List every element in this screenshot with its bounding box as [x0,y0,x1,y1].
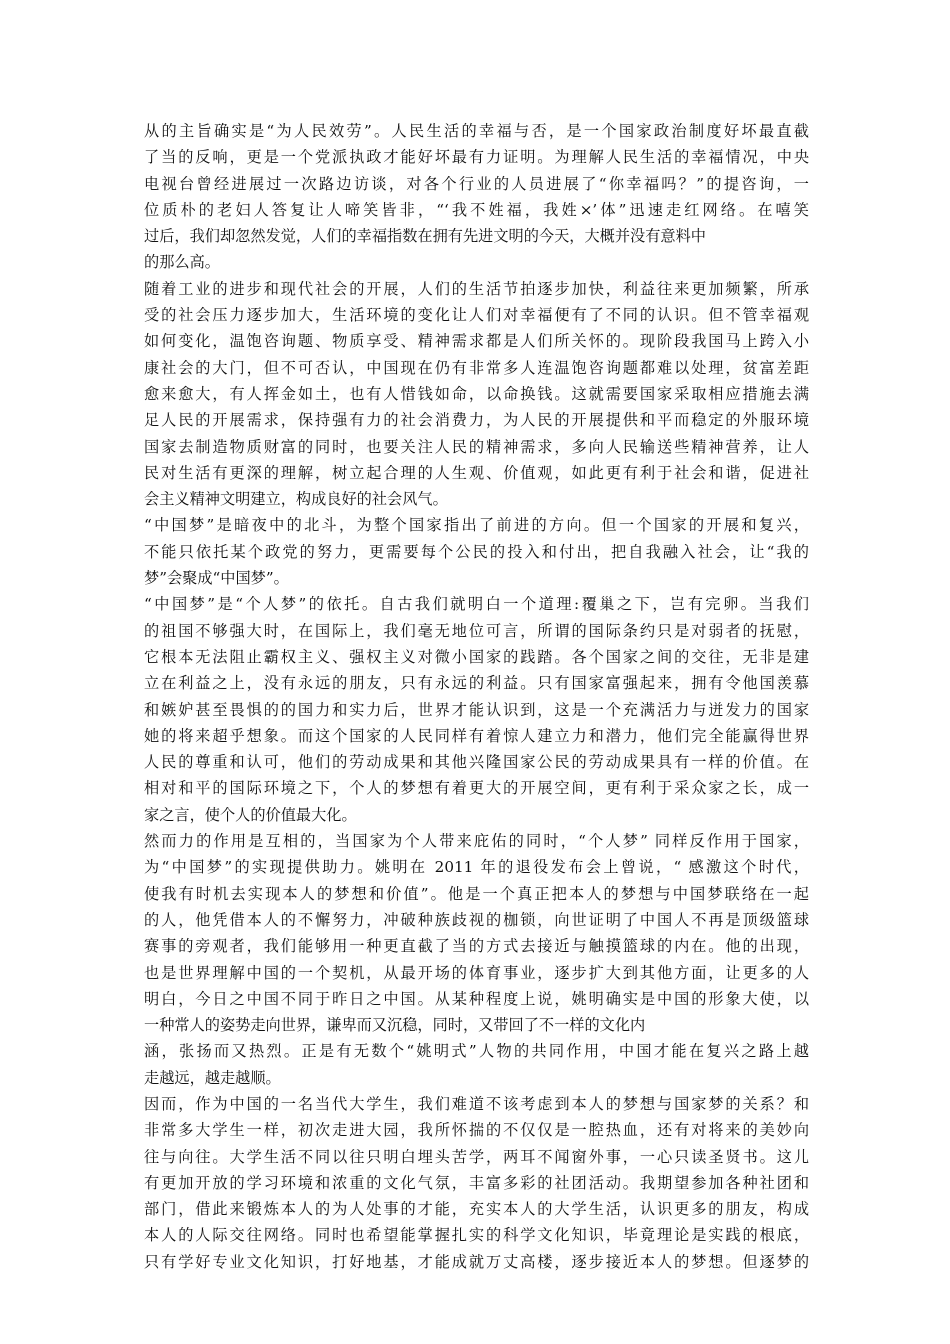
text-line: 家之言，使个人的价值最大化。 [144,805,357,824]
text-line: 梦”会聚成“中国梦”。 [144,569,289,588]
text-line: 涵，张扬而又热烈。正是有无数个“姚明式”人物的共同作用，中国才能在复兴之路上越 [144,1042,809,1061]
text-line: 的祖国不够强大时，在国际上，我们毫无地位可言，所谓的国际条约只是对弱者的抚慰， [144,621,809,640]
text-line: 往与向往。大学生活不同以往只明白埋头苦学，两耳不闻窗外事，一心只读圣贤书。这儿 [144,1147,809,1166]
text-line: 不能只依托某个政党的努力，更需要每个公民的投入和付出，把自我融入社会，让“我的 [144,542,809,561]
text-line: 也是世界理解中国的一个契机，从最开场的体育事业，逐步扩大到其他方面，让更多的人 [144,963,809,982]
text-line: 一种常人的姿势走向世界，谦卑而又沉稳，同时，又带回了不一样的文化内 [144,1016,646,1035]
text-line: 她的将来超乎想象。而这个国家的人民同样有着惊人建立力和潜力，他们完全能赢得世界 [144,726,809,745]
text-line: 只有学好专业文化知识，打好地基，才能成就万丈高楼，逐步接近本人的梦想。但逐梦的 [144,1252,809,1271]
text-line: 的那么高。 [144,253,220,272]
text-line: 如何变化，温饱咨询题、物质享受、精神需求都是人们所关怀的。现阶段我国马上跨入小 [144,332,809,351]
text-line: 康社会的大门，但不可否认，中国现在仍有非常多人连温饱咨询题都难以处理，贫富差距 [144,358,809,377]
text-line: 和嫉妒甚至畏惧的的国力和实力后，世界才能认识到，这是一个充满活力与迸发力的国家 [144,700,809,719]
text-line: 的人，他凭借本人的不懈努力，冲破种族歧视的枷锁，向世证明了中国人不再是顶级篮球 [144,910,809,929]
text-line: 了当的反响，更是一个党派执政才能好坏最有力证明。为理解人民生活的幸福情况，中央 [144,148,809,167]
text-line: 部门，借此来锻炼本人的为人处事的才能，充实本人的大学生活，认识更多的朋友，构成 [144,1200,809,1219]
text-line: 位质朴的老妇人答复让人啼笑皆非，“‘我不姓福，我姓×’体”迅速走红网络。在嘻笑 [144,200,809,219]
text-line: 随着工业的进步和现代社会的开展，人们的生活节拍逐步加快，利益往来更加频繁，所承 [144,279,809,298]
text-line: 立在利益之上，没有永远的朋友，只有永远的利益。只有国家富强起来，拥有令他国羡慕 [144,674,809,693]
text-line: 然而力的作用是互相的，当国家为个人带来庇佑的同时，“个人梦” 同样反作用于国家， [144,832,809,851]
text-line: 走越远，越走越顺。 [144,1068,281,1087]
text-line: 会主义精神文明建立，构成良好的社会风气。 [144,490,448,509]
text-line: 使我有时机去实现本人的梦想和价值”。他是一个真正把本人的梦想与中国梦联络在一起 [144,884,809,903]
text-line: 过后，我们却忽然发觉，人们的幸福指数在拥有先进文明的今天，大概并没有意料中 [144,227,706,246]
text-line: 国家去制造物质财富的同时，也要关注人民的精神需求，多向人民输送些精神营养，让人 [144,437,809,456]
text-line: 明白，今日之中国不同于昨日之中国。从某种程度上说，姚明确实是中国的形象大使，以 [144,989,809,1008]
text-line: 有更加开放的学习环境和浓重的文化气氛，丰富多彩的社团活动。我期望参加各种社团和 [144,1173,809,1192]
text-line: 电视台曾经进展过一次路边访谈，对各个行业的人员进展了“你幸福吗？”的提咨询，一 [144,174,809,193]
text-line: 民对生活有更深的理解，树立起合理的人生观、价值观，如此更有利于社会和谐，促进社 [144,463,809,482]
text-line: “中国梦”是“个人梦”的依托。自古我们就明白一个道理:覆巢之下，岂有完卵。当我们 [144,595,809,614]
text-line: 相对和平的国际环境之下，个人的梦想有着更大的开展空间，更有利于采众家之长，成一 [144,779,809,798]
text-line: 愈来愈大，有人挥金如土，也有人惜钱如命，以命换钱。这就需要国家采取相应措施去满 [144,384,809,403]
text-line: “中国梦”是暗夜中的北斗，为整个国家指出了前进的方向。但一个国家的开展和复兴， [144,516,809,535]
text-line: 非常多大学生一样，初次走进大园，我所怀揣的不仅仅是一腔热血，还有对将来的美妙向 [144,1121,809,1140]
text-line: 它根本无法阻止霸权主义、强权主义对微小国家的践踏。各个国家之间的交往，无非是建 [144,647,809,666]
text-line: 赛事的旁观者，我们能够用一种更直截了当的方式去接近与触摸篮球的内在。他的出现， [144,937,809,956]
document-body [144,118,809,1275]
text-line: 从的主旨确实是“为人民效劳”。人民生活的幸福与否，是一个国家政治制度好坏最直截 [144,122,809,140]
text-line: 人民的尊重和认可，他们的劳动成果和其他兴隆国家公民的劳动成果具有一样的价值。在 [144,753,809,772]
text-line: 足人民的开展需求，保持强有力的社会消费力，为人民的开展提供和平而稳定的外服环境 [144,411,809,430]
text-line: 为“中国梦”的实现提供助力。姚明在 2011 年的退役发布会上曾说，“ 感激这个时代， [144,858,809,877]
text-line: 因而，作为中国的一名当代大学生，我们难道不该考虑到本人的梦想与国家梦的关系？和 [144,1094,809,1113]
text-line: 受的社会压力逐步加大，生活环境的变化让人们对幸福便有了不同的认识。但不管幸福观 [144,306,809,325]
text-line: 本人的人际交往网络。同时也希望能掌握扎实的科学文化知识，毕竟理论是实践的根底， [144,1226,809,1245]
